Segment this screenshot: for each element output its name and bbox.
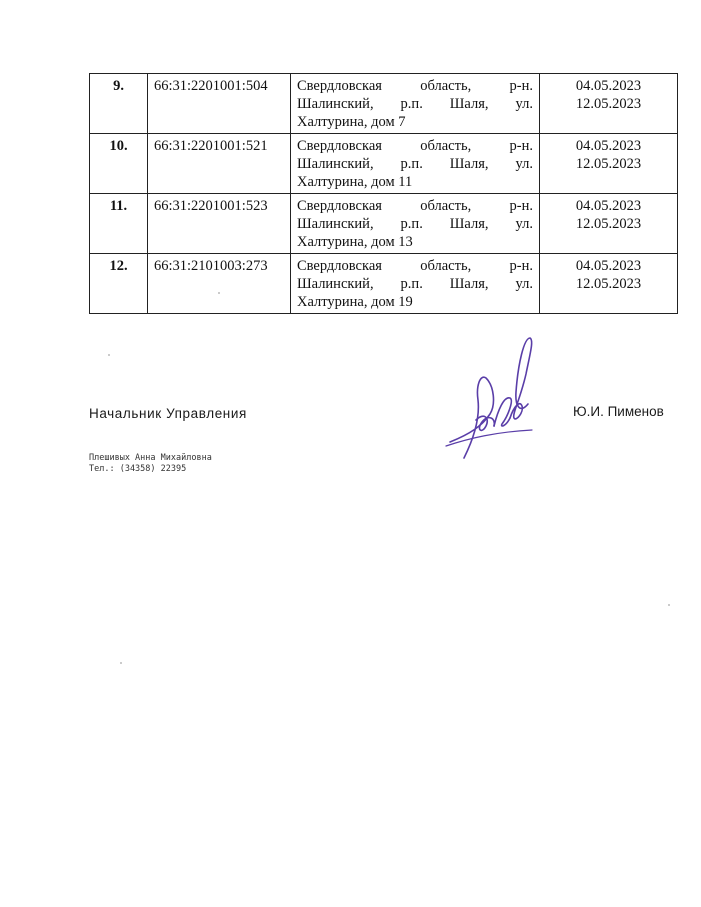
plot-address: Свердловская область, р-н. Шалинский, р.п. Шаля, ул. Халтурина, дом 11 [291, 134, 540, 194]
cadastral-number: 66:31:2201001:504 [148, 74, 291, 134]
plot-address: Свердловская область, р-н. Шалинский, р.п. Шаля, ул. Халтурина, дом 19 [291, 254, 540, 314]
table-row [90, 194, 678, 254]
end-date: 12.05.2023 [575, 96, 642, 112]
table-row [90, 254, 678, 314]
land-plots-table [89, 73, 678, 314]
table-row [90, 74, 678, 134]
start-date: 04.05.2023 [575, 138, 642, 154]
executor-name: Плешивых Анна Михайловна [89, 453, 212, 463]
dates-cell [540, 74, 678, 134]
scan-speck [120, 662, 122, 664]
handwritten-signature [440, 334, 550, 464]
start-date: 04.05.2023 [575, 78, 642, 94]
executor-phone: Тел.: (34358) 22395 [89, 463, 187, 474]
scan-speck [668, 604, 670, 606]
end-date: 12.05.2023 [575, 216, 642, 232]
table-row [90, 134, 678, 194]
scan-speck [108, 354, 110, 356]
row-number: 12. [90, 254, 148, 314]
end-date: 12.05.2023 [575, 156, 642, 172]
dates-cell [540, 254, 678, 314]
row-number: 9. [90, 74, 148, 134]
scan-speck [218, 292, 220, 294]
signatory-name: Ю.И. Пименов [573, 404, 664, 419]
cadastral-number: 66:31:2201001:521 [148, 134, 291, 194]
start-date: 04.05.2023 [575, 198, 642, 214]
plot-address: Свердловская область, р-н. Шалинский, р.п. Шаля, ул. Халтурина, дом 7 [291, 74, 540, 134]
cadastral-number: 66:31:2101003:273 [148, 254, 291, 314]
cadastral-number: 66:31:2201001:523 [148, 194, 291, 254]
start-date: 04.05.2023 [575, 258, 642, 274]
row-number: 11. [90, 194, 148, 254]
plot-address: Свердловская область, р-н. Шалинский, р.п. Шаля, ул. Халтурина, дом 13 [291, 194, 540, 254]
dates-cell [540, 134, 678, 194]
row-number: 10. [90, 134, 148, 194]
end-date: 12.05.2023 [575, 276, 642, 292]
signatory-position: Начальник Управления [89, 406, 247, 421]
executor-contact [89, 453, 212, 474]
dates-cell [540, 194, 678, 254]
